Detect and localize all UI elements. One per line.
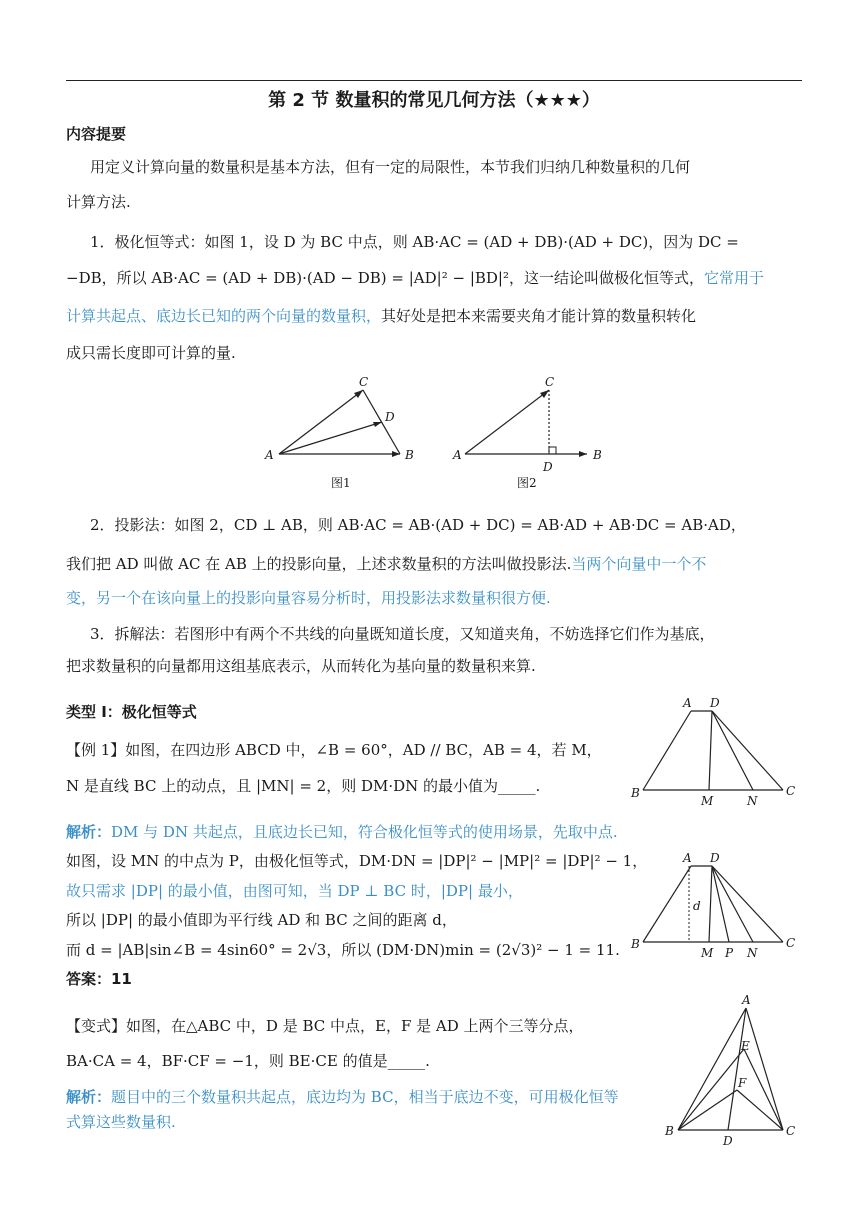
variant-solution-line-1 (66, 1087, 619, 1107)
intro-line-1: 用定义计算向量的数量积是基本方法，但有一定的局限性，本节我们归纳几种数量积的几何 (90, 158, 691, 176)
method1-line-3b: 其好处是把本来需要夹角才能计算的数量积转化 (381, 307, 697, 325)
fig5-label-d: D (723, 1134, 733, 1148)
solution1-line-2: 如图，设 MN 的中点为 P，由极化恒等式，DM·DN = |DP|² − |MP|² = |DP|² − 1， (66, 852, 648, 870)
fig4-segment-dp (712, 866, 729, 942)
fig4-segment-dm (709, 866, 712, 942)
fig3-label-m: M (701, 794, 714, 808)
fig2-caption: 图2 (517, 476, 537, 490)
fig3-label-d: D (710, 696, 720, 710)
fig1-segment-ad (279, 422, 382, 454)
fig5-segment-ec (744, 1049, 783, 1130)
fig2-label-d: D (543, 460, 553, 474)
method2-line-2b: 当两个向量中一个不 (571, 555, 707, 573)
fig1-label-a: A (265, 448, 274, 462)
fig4-label-b: B (631, 937, 640, 951)
fig2-label-a: A (453, 448, 462, 462)
fig2-label-c: C (545, 375, 555, 389)
method1-line-4: 成只需长度即可计算的量. (66, 344, 236, 362)
method3-line-2: 把求数量积的向量都用这组基底表示，从而转化为基向量的数量积来算. (66, 657, 536, 675)
fig3-label-c: C (786, 784, 796, 798)
fig4-segment-ba (643, 866, 691, 942)
type1-heading: 类型 Ⅰ：极化恒等式 (66, 703, 197, 721)
fig5-segment-bf (678, 1090, 737, 1130)
fig4-label-p: P (725, 946, 734, 960)
fig3-segment-dm (709, 711, 712, 790)
figure-example1 (625, 695, 805, 810)
fig5-label-e: E (741, 1039, 750, 1053)
figure-1 (255, 375, 425, 495)
fig2-arrow-c (540, 390, 549, 398)
method3-line-1: 3．拆解法：若图形中有两个不共线的向量既知道长度，又知道夹角，不妨选择它们作为基底， (90, 625, 715, 643)
fig5-label-f: F (738, 1076, 747, 1090)
fig4-label-height: d (693, 899, 701, 913)
fig5-label-a: A (742, 993, 751, 1007)
fig1-caption: 图1 (331, 476, 351, 490)
fig5-segment-fc (737, 1090, 783, 1130)
fig2-arrow-b (579, 451, 587, 457)
fig4-label-a: A (683, 851, 692, 865)
solution1-line-3: 故只需求 |DP| 的最小值，由图可知，当 DP ⊥ BC 时，|DP| 最小， (66, 882, 523, 900)
fig3-segment-ba (643, 711, 691, 790)
answer1: 答案：11 (66, 970, 132, 988)
variant-solution-line-2: 式算这些数量积. (66, 1113, 176, 1131)
fig3-label-b: B (631, 786, 640, 800)
figure-2 (445, 375, 615, 495)
method2-line-3: 变，另一个在该向量上的投影向量容易分析时，用投影法求数量积很方便. (66, 589, 551, 607)
figure-variant (655, 992, 805, 1152)
method1-line-3a: 计算共起点、底边长已知的两个向量的数量积， (66, 307, 382, 325)
fig1-arrow-d (373, 422, 382, 427)
method2-line-1: 2．投影法：如图 2，CD ⊥ AB，则 AB·AC = AB·(AD + DC) = AB·AD + AB·DC = AB·AD， (90, 516, 746, 534)
variant-solution-label: 解析： (66, 1088, 112, 1106)
fig5-segment-ad (728, 1008, 746, 1130)
solution1-label: 解析： (66, 823, 112, 841)
variant-line-1: 【变式】如图，在△ABC 中，D 是 BC 中点，E，F 是 AD 上两个三等分点， (66, 1017, 584, 1035)
variant-line-2: BA·CA = 4，BF·CF = −1，则 BE·CE 的值是_____. (66, 1052, 430, 1070)
summary-heading: 内容提要 (66, 125, 127, 143)
fig3-label-a: A (683, 696, 692, 710)
method2-line-2 (66, 554, 706, 574)
page-title: 第 2 节 数量积的常见几何方法（★★★） (268, 90, 600, 111)
figure-solution1 (625, 848, 805, 963)
header-rule (66, 80, 802, 81)
method1-line-3 (66, 306, 696, 326)
fig2-right-angle (549, 447, 556, 454)
fig5-label-c: C (786, 1124, 796, 1138)
fig4-label-n: N (747, 946, 758, 960)
solution1-text-1: DM 与 DN 共起点，且底边长已知，符合极化恒等式的使用场景，先取中点. (111, 823, 618, 841)
variant-solution-text-1: 题目中的三个数量积共起点，底边均为 BC，相当于底边不变，可用极化恒等 (111, 1088, 619, 1106)
fig2-label-b: B (593, 448, 602, 462)
fig1-label-d: D (385, 410, 395, 424)
solution1-line-4: 所以 |DP| 的最小值即为平行线 AD 和 BC 之间的距离 d， (66, 911, 457, 929)
fig3-label-n: N (747, 794, 758, 808)
fig4-label-d: D (710, 851, 720, 865)
method1-line-1: 1．极化恒等式：如图 1，设 D 为 BC 中点，则 AB·AC = (AD + DB)·(AD + DC)，因为 DC = (90, 233, 739, 251)
fig2-segment-ac (465, 390, 549, 454)
fig4-label-c: C (786, 936, 796, 950)
fig1-segment-ac (279, 390, 363, 454)
solution1-line-5: 而 d = |AB|sin∠B = 4sin60° = 2√3，所以 (DM·DN)min = (2√3)² − 1 = 11. (66, 941, 620, 959)
fig4-label-m: M (701, 946, 714, 960)
intro-line-2: 计算方法. (66, 193, 131, 211)
fig1-arrow-c (354, 390, 363, 398)
method1-line-2 (66, 268, 764, 288)
method1-line-2b: 它常用于 (704, 269, 765, 287)
fig5-segment-ac (746, 1008, 783, 1130)
method1-line-2a: −DB，所以 AB·AC = (AD + DB)·(AD − DB) = |AD|² − |BD|²，这一结论叫做极化恒等式， (66, 269, 704, 287)
method2-line-2a: 我们把 AD 叫做 AC 在 AB 上的投影向量，上述求数量积的方法叫做投影法. (66, 555, 572, 573)
fig5-segment-ba (678, 1008, 746, 1130)
solution1-line-1 (66, 822, 618, 842)
fig1-label-c: C (359, 375, 369, 389)
fig1-label-b: B (405, 448, 414, 462)
example1-line-1: 【例 1】如图，在四边形 ABCD 中，∠B = 60°，AD // BC，AB = 4，若 M， (66, 741, 602, 759)
example1-line-2: N 是直线 BC 上的动点，且 |MN| = 2，则 DM·DN 的最小值为_____. (66, 777, 541, 795)
fig5-label-b: B (665, 1124, 674, 1138)
